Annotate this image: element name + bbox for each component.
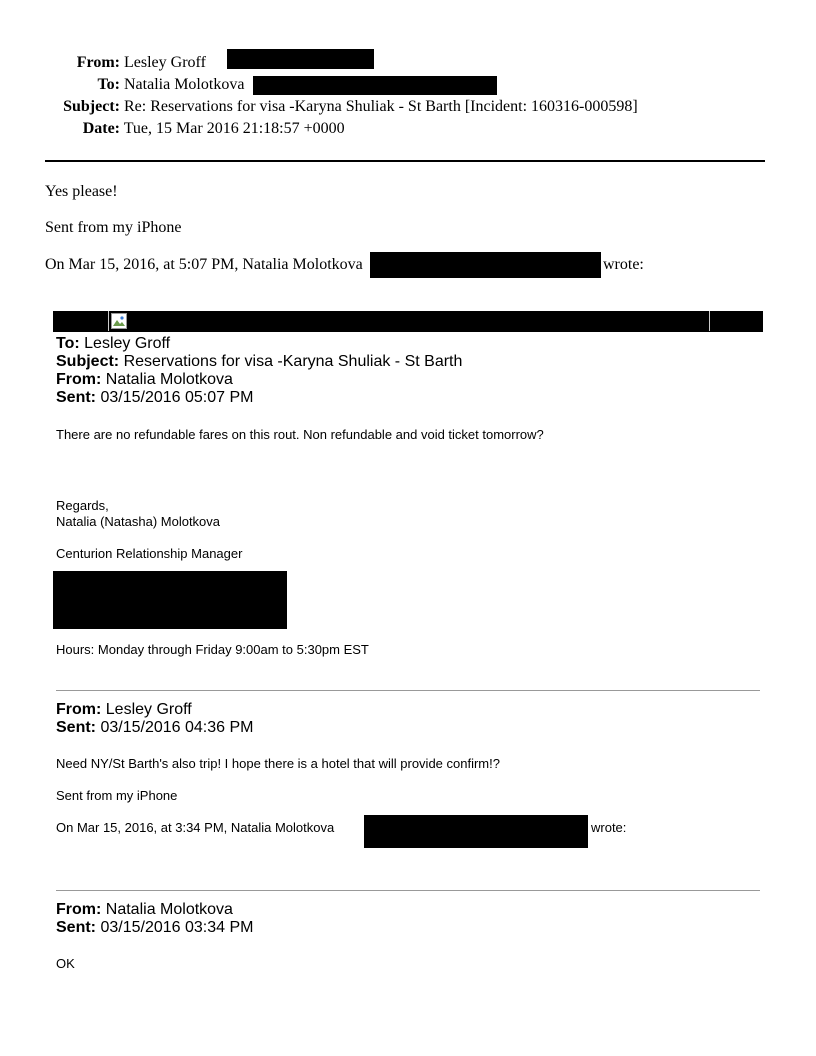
msg2-from-row	[56, 701, 192, 719]
header-divider	[45, 160, 765, 162]
msg3-sent-row	[56, 919, 253, 937]
msg2-signature: Sent from my iPhone	[56, 788, 178, 803]
banner-image-frame	[108, 311, 710, 331]
msg3-from-label: From:	[56, 901, 102, 918]
quote-intro-prefix: On Mar 15, 2016, at 5:07 PM, Natalia Molotkova	[45, 256, 363, 273]
redaction-block	[53, 571, 287, 629]
msg3-sent-label: Sent:	[56, 919, 96, 936]
header-date-row	[0, 120, 345, 138]
msg1-subject-row	[56, 353, 462, 371]
reply-signature: Sent from my iPhone	[45, 219, 182, 236]
msg1-sent-value: 03/15/2016 05:07 PM	[100, 389, 254, 406]
header-subject-value: Re: Reservations for visa -Karyna Shuliak - St Barth [Incident: 160316-000598]	[124, 98, 638, 115]
msg1-subject-label: Subject:	[56, 353, 120, 370]
message-divider	[56, 890, 760, 891]
redaction-block	[253, 76, 497, 95]
msg1-from-label: From:	[56, 371, 102, 388]
redaction-block	[364, 815, 588, 848]
msg1-sent-row	[56, 389, 253, 407]
msg1-regards: Regards,	[56, 498, 109, 513]
redaction-block	[227, 49, 374, 69]
quote-intro-suffix: wrote:	[603, 256, 644, 273]
msg1-sent-label: Sent:	[56, 389, 96, 406]
msg1-title: Centurion Relationship Manager	[56, 546, 243, 561]
msg1-to-value: Lesley Groff	[84, 335, 171, 352]
header-to-value: Natalia Molotkova	[124, 76, 245, 93]
msg2-sent-value: 03/15/2016 04:36 PM	[100, 719, 254, 736]
message-divider	[56, 690, 760, 691]
header-from-value: Lesley Groff	[124, 54, 206, 71]
msg2-body: Need NY/St Barth's also trip! I hope there is a hotel that will provide confirm!?	[56, 756, 500, 771]
header-from-label: From:	[76, 54, 120, 71]
msg1-hours: Hours: Monday through Friday 9:00am to 5:30pm EST	[56, 642, 369, 657]
redaction-block	[370, 252, 601, 278]
msg2-from-value: Lesley Groff	[105, 701, 192, 718]
header-from-row	[0, 54, 206, 72]
msg1-name: Natalia (Natasha) Molotkova	[56, 514, 221, 529]
msg1-subject-value: Reservations for visa -Karyna Shuliak - St Barth	[123, 353, 463, 370]
msg2-from-label: From:	[56, 701, 102, 718]
msg3-sent-value: 03/15/2016 03:34 PM	[100, 919, 254, 936]
msg2-sent-label: Sent:	[56, 719, 96, 736]
header-subject-row	[0, 98, 638, 116]
msg1-body: There are no refundable fares on this rout. Non refundable and void ticket tomorrow?	[56, 427, 544, 442]
msg3-from-value: Natalia Molotkova	[105, 901, 233, 918]
msg3-from-row	[56, 901, 233, 919]
header-date-value: Tue, 15 Mar 2016 21:18:57 +0000	[123, 120, 345, 137]
msg2-quote-intro-prefix: On Mar 15, 2016, at 3:34 PM, Natalia Molotkova	[56, 820, 335, 835]
msg1-from-row	[56, 371, 233, 389]
header-to-label: To:	[97, 76, 120, 93]
header-subject-label: Subject:	[63, 98, 120, 115]
reply-text: Yes please!	[45, 183, 118, 200]
header-to-row	[0, 76, 244, 94]
msg2-quote-intro-suffix: wrote:	[591, 820, 627, 835]
msg1-from-value: Natalia Molotkova	[105, 371, 233, 388]
msg1-to-row	[56, 335, 170, 353]
msg2-sent-row	[56, 719, 253, 737]
msg1-to-label: To:	[56, 335, 80, 352]
broken-image-icon	[111, 313, 127, 329]
header-date-label: Date:	[82, 120, 120, 137]
msg3-body: OK	[56, 956, 75, 971]
